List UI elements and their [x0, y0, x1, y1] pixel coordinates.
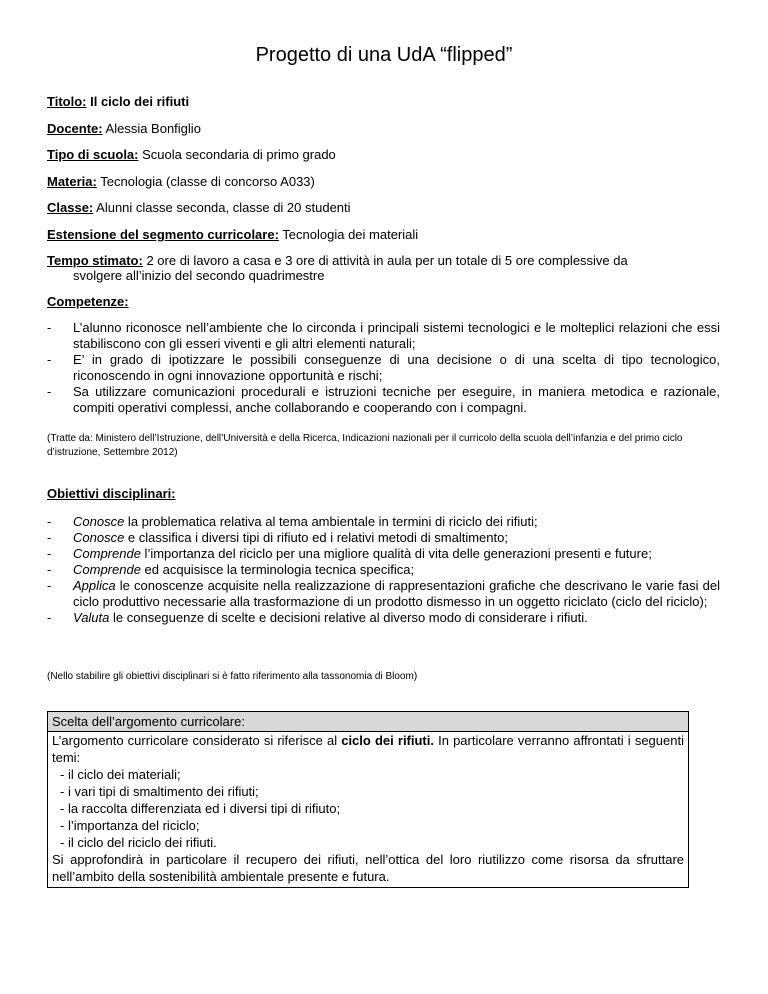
item-text: e classifica i diversi tipi di rifiuto ed i relativi metodi di smaltimento; [124, 530, 508, 545]
item-text: ed acquisisce la terminologia tecnica specifica; [140, 562, 415, 577]
field-label: Tipo di scuola: [47, 147, 139, 162]
field-label: Classe: [47, 200, 94, 215]
item-text: le conoscenze acquisite nella realizzazione di rappresentazioni grafiche che descrivano le varie fasi del ciclo produttivo necessarie alla trasformazione di un prodotto dismesso in un oggetto riciclato (ciclo del riciclo); [73, 578, 720, 609]
list-item: - Sa utilizzare comunicazioni procedurali e istruzioni tecniche per eseguire, in maniera metodica e razionale, compiti operativi complessi, anche collaborando e cooperando con i compagni. [47, 384, 720, 416]
item-text: l’importanza del riciclo per una migliore qualità di vita delle generazioni presenti e future; [140, 546, 652, 561]
verb: Conosce [73, 514, 125, 529]
verb: Applica [73, 578, 116, 593]
field-label: Materia: [47, 174, 97, 189]
field-tempo [47, 253, 727, 269]
box-intro [52, 732, 684, 766]
intro-text: L’argomento curricolare considerato si riferisce al [52, 733, 342, 748]
field-label: Estensione del segmento curricolare: [47, 227, 279, 242]
list-item: - L’alunno riconosce nell’ambiente che lo circonda i principali sistemi tecnologici e le molteplici relazioni che essi stabiliscono con gli esseri viventi e gli altri elementi naturali; [47, 320, 720, 352]
verb: Valuta [73, 610, 110, 625]
list-item [47, 578, 720, 610]
argomento-box [47, 711, 689, 888]
field-value: 2 ore di lavoro a casa e 3 ore di attività in aula per un totale di 5 ore complessive da [146, 253, 628, 268]
field-tipo-scuola [47, 147, 727, 163]
intro-bold: ciclo dei rifiuti. [341, 733, 434, 748]
field-label: Tempo stimato: [47, 253, 143, 268]
field-value: Tecnologia dei materiali [282, 227, 419, 242]
field-value: Alessia Bonfiglio [105, 121, 201, 136]
topic-item: - la raccolta differenziata ed i diversi tipi di rifiuto; [60, 801, 341, 816]
field-tempo-continuation: svolgere all’inizio del secondo quadrimestre [73, 268, 325, 283]
topic-item: - il ciclo dei materiali; [60, 767, 181, 782]
competenze-list [47, 320, 720, 416]
box-body [48, 732, 688, 887]
competenze-heading: Competenze: [47, 294, 129, 309]
field-label: Docente: [47, 121, 103, 136]
field-value: Alunni classe seconda, classe di 20 studenti [96, 200, 351, 215]
competenze-note: (Tratte da: Ministero dell’Istruzione, dell’Università e della Ricerca, Indicazioni nazionali per il curricolo della scuola dell’infanzia e del primo ciclo d’istruzione, Settembre 2012) [47, 433, 683, 458]
field-classe [47, 200, 727, 216]
list-item [47, 530, 720, 546]
item-text: le conseguenze di scelte e decisioni relative al diverso modo di considerare i rifiuti. [109, 610, 588, 625]
topic-item: - il ciclo del riciclo dei rifiuti. [60, 835, 217, 850]
field-value: Tecnologia (classe di concorso A033) [100, 174, 315, 189]
list-item [47, 562, 720, 578]
verb: Conosce [73, 530, 125, 545]
item-text: la problematica relativa al tema ambientale in termini di riciclo dei rifiuti; [124, 514, 538, 529]
field-label: Titolo: [47, 94, 87, 109]
field-titolo [47, 94, 727, 110]
obiettivi-note: (Nello stabilire gli obiettivi disciplinari si è fatto riferimento alla tassonomia di Bloom) [47, 671, 418, 682]
list-item [47, 610, 720, 626]
field-value: Scuola secondaria di primo grado [142, 147, 336, 162]
obiettivi-list [47, 514, 720, 626]
topic-item: - i vari tipi di smaltimento dei rifiuti; [60, 784, 259, 799]
field-value: Il ciclo dei rifiuti [90, 94, 190, 109]
list-item [47, 514, 720, 530]
field-docente [47, 121, 727, 137]
obiettivi-heading: Obiettivi disciplinari: [47, 486, 176, 501]
list-item: - E’ in grado di ipotizzare le possibili conseguenze di una decisione o di una scelta di tipo tecnologico, riconoscendo in ogni innovazione opportunità e rischi; [47, 352, 720, 384]
field-estensione [47, 227, 727, 243]
field-materia [47, 174, 727, 190]
box-header: Scelta dell’argomento curricolare: [48, 712, 688, 732]
verb: Comprende [73, 562, 141, 577]
topic-item: - l’importanza del riciclo; [60, 818, 200, 833]
intro-text-end: In particolare verranno affrontati i seguenti temi: [52, 733, 684, 765]
list-item [47, 546, 720, 562]
page-title: Progetto di una UdA “flipped” [255, 44, 513, 66]
verb: Comprende [73, 546, 141, 561]
box-closing: Si approfondirà in particolare il recupero dei rifiuti, nell’ottica del loro riutilizzo come risorsa da sfruttare nell’ambito della sostenibilità ambientale presente e futura. [52, 852, 684, 884]
